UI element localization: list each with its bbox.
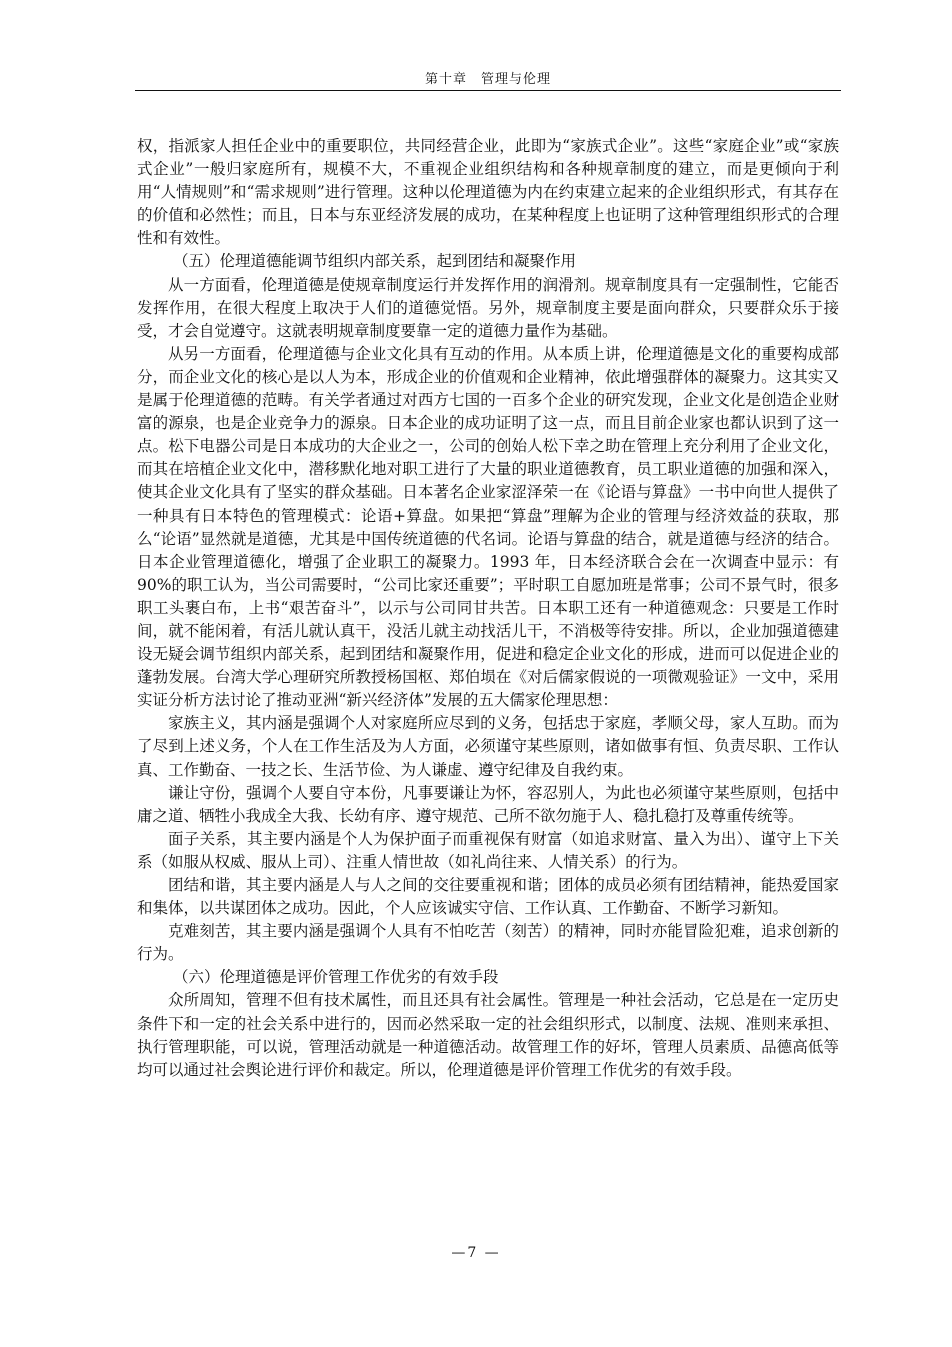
section-heading: （五）伦理道德能调节组织内部关系，起到团结和凝聚作用 [173,252,577,271]
paragraph: 面子关系，其主要内涵是个人为保护面子而重视保有财富（如追求财富、量入为出）、谨守上下关系（如服从权威、服从上司）、注重人情世故（如礼尚往来、人情关系）的行为。 [137,829,839,871]
paragraph: 谦让守份，强调个人要自守本份，凡事要谦让为怀，容忍别人，为此也必须谨守某些原则，包括中庸之道、牺牲小我成全大我、长幼有序、遵守规范、己所不欲勿施于人、稳扎稳打及尊重传统等。 [137,783,839,825]
paragraph: 众所周知，管理不但有技术属性，而且还具有社会属性。管理是一种社会活动，它总是在一定历史条件下和一定的社会关系中进行的，因而必然采取一定的社会组织形式，以制度、法规、准则来承担、执行管理职能，可以说，管理活动就是一种道德活动。故管理工作的好坏，管理人员素质、品德高低等均可以通过社会舆论进行评价和裁定。所以，伦理道德是评价管理工作优劣的有效手段。 [137,991,839,1079]
running-header: 第十章 管理与伦理 [424,72,551,87]
body-text [137,135,839,1082]
page-number: —7 — [451,1245,501,1261]
paragraph: 从一方面看，伦理道德是使规章制度运行并发挥作用的润滑剂。规章制度具有一定强制性，它能否发挥作用，在很大程度上取决于人们的道德觉悟。另外，规章制度主要是面向群众，只要群众乐于接受，才会自觉遵守。这就表明规章制度要靠一定的道德力量作为基础。 [137,275,839,340]
paragraph: 权，指派家人担任企业中的重要职位，共同经营企业，此即为“家族式企业”。这些“家庭企业”或“家族式企业”一般归家庭所有，规模不大，不重视企业组织结构和各种规章制度的建立，而是更倾向于利用“人情规则”和“需求规则”进行管理。这种以伦理道德为内在约束建立起来的企业组织形式，有其存在的价值和必然性；而且，日本与东亚经济发展的成功，在某种程度上也证明了这种管理组织形式的合理性和有效性。 [137,137,839,248]
paragraph: 家族主义，其内涵是强调个人对家庭所应尽到的义务，包括忠于家庭，孝顺父母，家人互助。而为了尽到上述义务，个人在工作生活及为人方面，必须谨守某些原则，诸如做事有恒、负责尽职、工作认真、工作勤奋、一技之长、生活节俭、为人谦虚、遵守纪律及自我约束。 [137,714,839,779]
paragraph: 团结和谐，其主要内涵是人与人之间的交往要重视和谐；团体的成员必须有团结精神，能热爱国家和集体，以共谋团体之成功。因此，个人应该诚实守信、工作认真、工作勤奋、不断学习新知。 [137,876,839,918]
header-rule [135,90,841,91]
paragraph: 从另一方面看，伦理道德与企业文化具有互动的作用。从本质上讲，伦理道德是文化的重要构成部分，而企业文化的核心是以人为本，形成企业的价值观和企业精神，依此增强群体的凝聚力。这其实又是属于伦理道德的范畴。有关学者通过对西方七国的一百多个企业的研究发现，企业文化是创造企业财富的源泉，也是企业竞争力的源泉。日本企业的成功证明了这一点，而且目前企业家也都认识到了这一点。松下电器公司是日本成功的大企业之一，公司的创始人松下幸之助在管理上充分利用了企业文化，而其在培植企业文化中，潜移默化地对职工进行了大量的职业道德教育，员工职业道德的加强和深入，使其企业文化具有了坚实的群众基础。日本著名企业家涩泽荣一在《论语与算盘》一书中向世人提供了一种具有日本特色的管理模式：论语+算盘。如果把“算盘”理解为企业的管理与经济效益的获取，那么“论语”显然就是道德，尤其是中国传统道德的代名词。论语与算盘的结合，就是道德与经济的结合。日本企业管理道德化，增强了企业职工的凝聚力。1993 年，日本经济联合会在一次调查中显示：有 90%的职工认为，当公司需要时，“公司比家还重要”；平时职工自愿加班是常事；公司不景气时，很多职工头裹白布，上书“艰苦奋斗”，以示与公司同甘共苦。日本职工还有一种道德观念：只要是工作时间，就不能闲着，有活儿就认真干，没活儿就主动找活儿干，不消极等待安排。所以，企业加强道德建设无疑会调节组织内部关系，起到团结和凝聚作用，促进和稳定企业文化的形成，进而可以促进企业的蓬勃发展。台湾大学心理研究所教授杨国枢、郑伯埙在《对后儒家假说的一项微观验证》一文中，采用实证分析方法讨论了推动亚洲“新兴经济体”发展的五大儒家伦理思想： [137,344,839,710]
paragraph: 克难刻苦，其主要内涵是强调个人具有不怕吃苦（刻苦）的精神，同时亦能冒险犯难，追求创新的行为。 [137,922,839,964]
section-heading: （六）伦理道德是评价管理工作优劣的有效手段 [173,968,499,987]
